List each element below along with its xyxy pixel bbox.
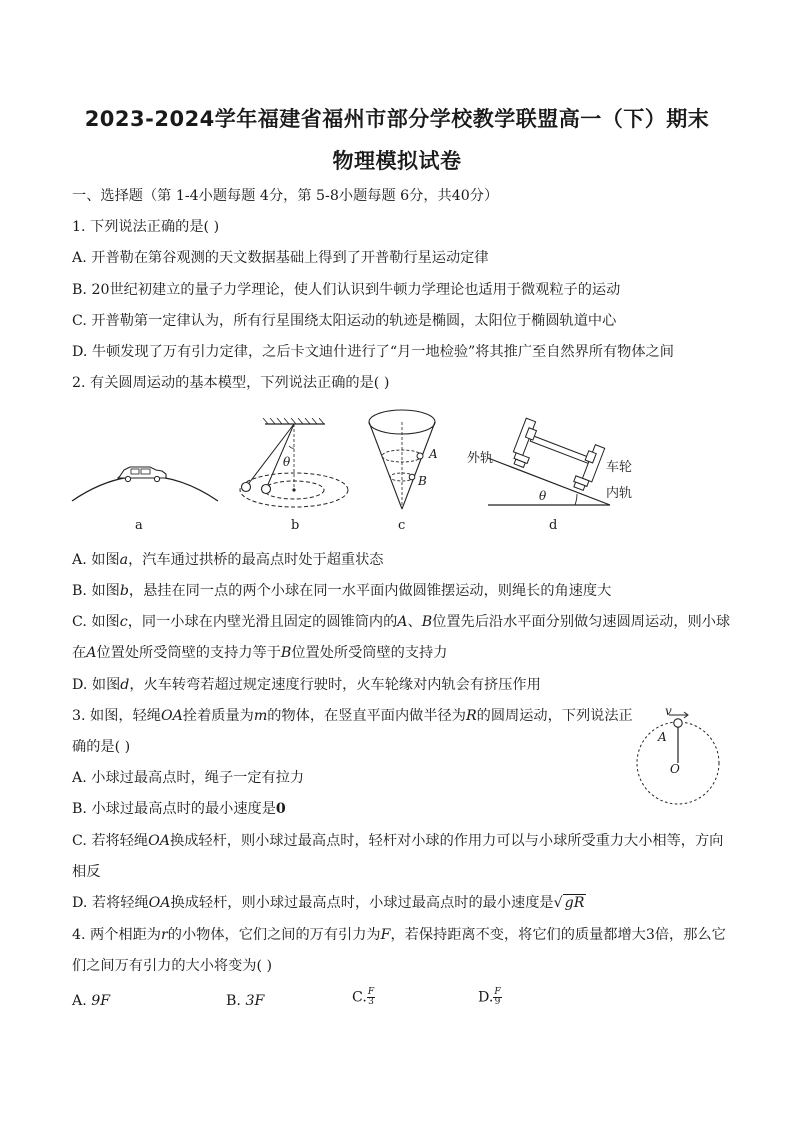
figure-c-label: c: [398, 518, 406, 533]
q4-option-d: D. $\frac{F}{9}$: [478, 987, 501, 1007]
figure-d-outer-rail: 外轨: [467, 451, 494, 466]
figure-d-inner-rail: 内轨: [606, 486, 633, 501]
figure-a-label: a: [135, 518, 143, 533]
q3-option-c-cont: 相反: [72, 864, 101, 880]
section-heading: 一、选择题（第 1-4小题每题 4分，第 5-8小题每题 6分，共40分）: [72, 188, 499, 204]
q4-stem: 4. 两个相距为r的小物体，它们之间的万有引力为F，若保持距离不变，将它们的质量都增大3倍，那么它: [72, 927, 726, 943]
q1-option-a: A. 开普勒在第谷观测的天文数据基础上得到了开普勒行星运动定律: [72, 250, 489, 266]
figure-b-label: b: [291, 518, 300, 533]
figure-b-angle: θ: [283, 455, 291, 469]
q1-option-b: B. 20世纪初建立的量子力学理论，使人们认识到牛顿力学理论也适用于微观粒子的运动: [72, 282, 621, 298]
q2-option-c: C. 如图c，同一小球在内壁光滑且固定的圆锥筒内的A、B位置先后沿水平面分别做匀速圆周运动，则小球: [72, 614, 731, 630]
q2-option-c-cont: 在A位置处所受筒壁的支持力等于B位置处所受筒壁的支持力: [72, 645, 448, 661]
q4-option-b: B. 3F: [226, 993, 265, 1009]
q1-option-d: D. 牛顿发现了万有引力定律，之后卡文迪什进行了“月一地检验”将其推广至自然界所有物体之间: [72, 344, 674, 360]
q3-option-d: D. 若将轻绳OA换成轻杆，则小球过最高点时，小球过最高点时的最小速度是√ gR: [72, 895, 585, 911]
q4-option-a: A. 9F: [72, 993, 111, 1009]
figure-d-banked-track: [480, 408, 615, 508]
sqrt-symbol: √: [553, 895, 563, 911]
q1-stem: 1. 下列说法正确的是( ): [72, 219, 220, 235]
q2-option-b: B. 如图b，悬挂在同一点的两个小球在同一水平面内做圆锥摆运动，则绳长的角速度大: [72, 583, 612, 599]
figure-a-bridge: [70, 455, 220, 505]
figure-d-label: d: [549, 518, 558, 533]
figure-c-point-b: B: [418, 474, 427, 488]
exam-title-line1: 2023-2024学年福建省福州市部分学校教学联盟高一（下）期末: [84, 107, 710, 131]
figure-d-angle: θ: [539, 489, 547, 503]
exam-title-line2: 物理模拟试卷: [332, 149, 462, 173]
q2-option-d: D. 如图d，火车转弯若超过规定速度行驶时，火车轮缘对内轨会有挤压作用: [72, 677, 541, 693]
q2-stem: 2. 有关圆周运动的基本模型，下列说法正确的是( ): [72, 375, 390, 391]
figure-q3-center-o: O: [670, 762, 680, 776]
figure-c-point-a: A: [429, 447, 438, 461]
figure-q3-velocity: v: [665, 704, 672, 718]
q1-option-c: C. 开普勒第一定律认为，所有行星围绕太阳运动的轨迹是椭圆，太阳位于椭圆轨道中心: [72, 313, 617, 329]
q4-stem-cont: 们之间万有引力的大小将变为( ): [72, 958, 273, 974]
q2-option-a: A. 如图a，汽车通过拱桥的最高点时处于超重状态: [72, 552, 384, 568]
q3-option-b: B. 小球过最高点时的最小速度是0: [72, 801, 286, 817]
q3-option-c: C. 若将轻绳OA换成轻杆，则小球过最高点时，轻杆对小球的作用力可以与小球所受重力大小相等，方向: [72, 833, 724, 849]
q4-option-c: C. $\frac{F}{3}$: [352, 987, 375, 1007]
q3-stem-cont: 确的是( ): [72, 739, 131, 755]
figure-d-wheel: 车轮: [606, 460, 633, 475]
q3-option-a: A. 小球过最高点时，绳子一定有拉力: [72, 770, 305, 786]
figure-q3-vertical-circle: [635, 708, 725, 808]
car-icon: [118, 467, 166, 482]
q3-stem: 3. 如图，轻绳OA拴着质量为m的物体，在竖直平面内做半径为R的圆周运动，下列说法正: [72, 708, 633, 724]
figure-q3-point-a: A: [658, 730, 667, 744]
